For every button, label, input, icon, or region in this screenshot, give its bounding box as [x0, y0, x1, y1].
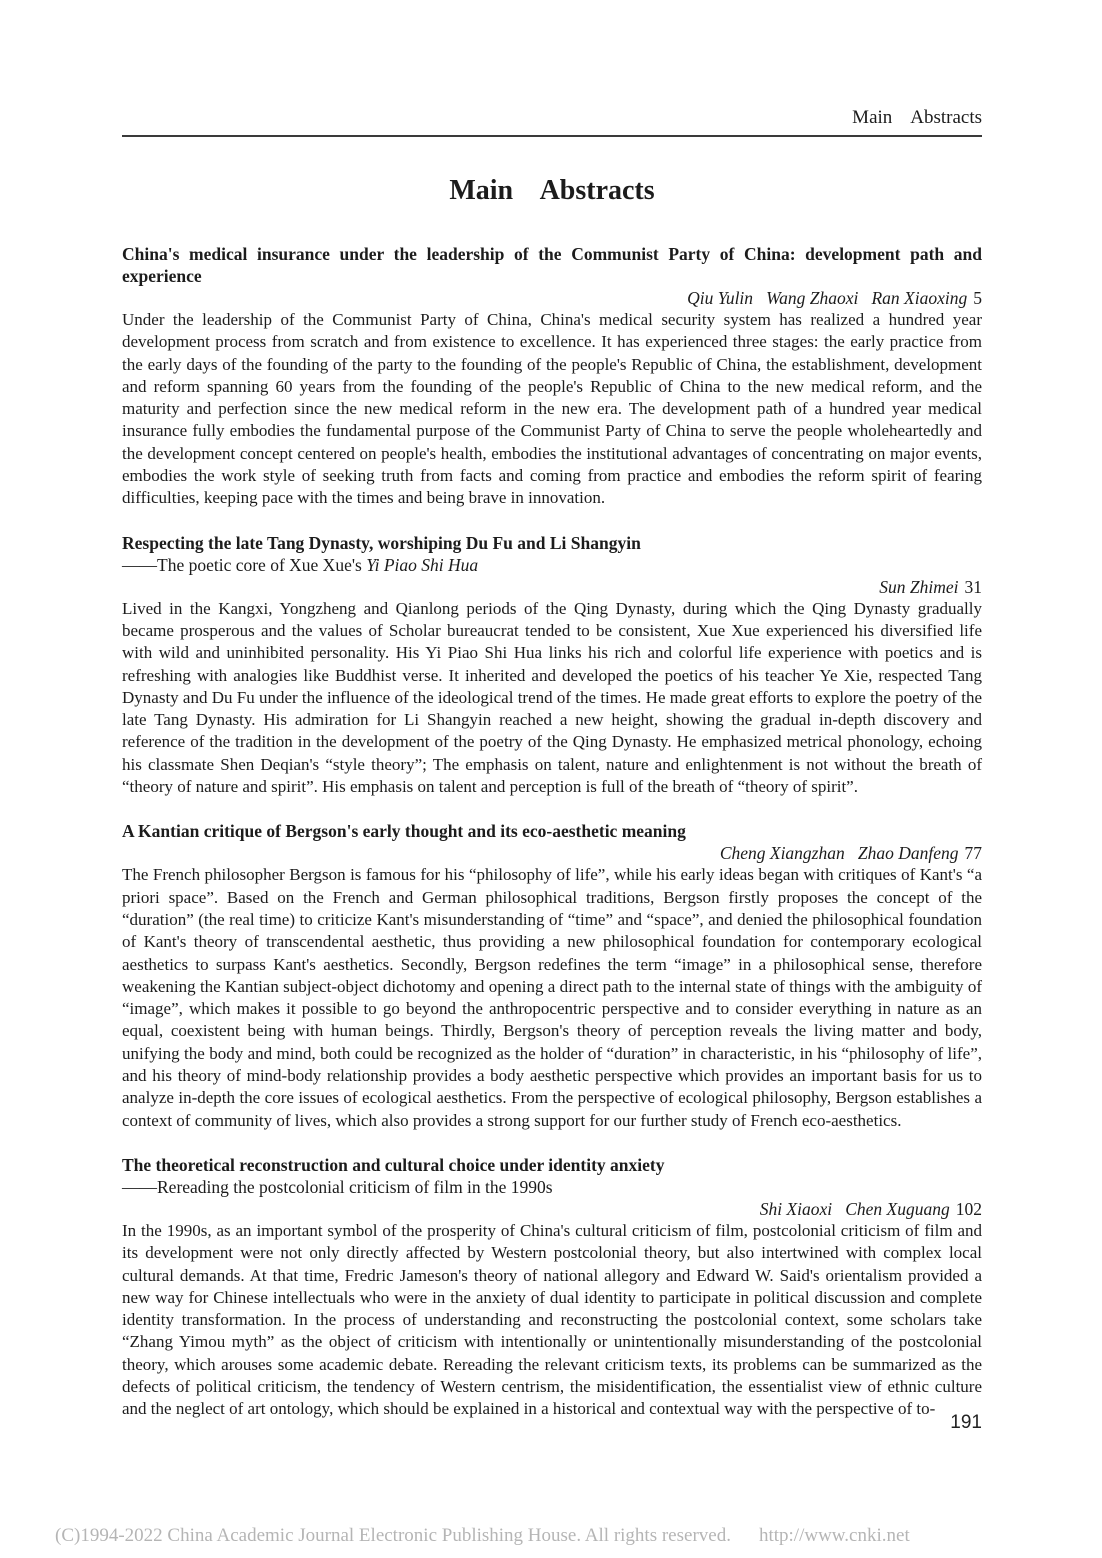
abstract-authors: [122, 842, 982, 864]
abstract-title: China's medical insurance under the leadership of the Communist Party of China: development path and experience: [122, 244, 982, 286]
abstract-subtitle: [122, 1176, 982, 1198]
abstract-page-ref: 77: [964, 843, 982, 864]
footer: [36, 1503, 910, 1558]
author-names: Shi Xiaoxi Chen Xuguang: [759, 1198, 950, 1219]
footer-copyright: (C)1994-2022 China Academic Journal Electronic Publishing House. All rights reserved.: [55, 1525, 731, 1546]
abstract-section: [122, 532, 982, 799]
abstract-title: Respecting the late Tang Dynasty, worshiping Du Fu and Li Shangyin: [122, 532, 641, 553]
subtitle-text: ——Rereading the postcolonial criticism of film in the 1990s: [122, 1176, 553, 1197]
abstract-title: The theoretical reconstruction and cultural choice under identity anxiety: [122, 1154, 665, 1175]
abstract-body: The French philosopher Bergson is famous for his “philosophy of life”, while his early ideas began with critiques of Kant's “a priori space”. Based on the French and German philosophical traditions, Bergson firstly proposes the concept of the “duration” (the real time) to criticize Kant's misunderstanding of “time” and “space”, and denied the philosophical foundation of Kant's theory of transcendental aesthetic, thus providing a new philosophical foundation for contemporary ecological aesthetics to surpass Kant's aesthetics. Secondly, Bergson redefines the term “image” in a philosophical sense, therefore weakening the Kantian subject-object dichotomy and opening a direct path to the internal state of things with the ambiguity of “image”, which makes it possible to go beyond the anthropocentric perspective and to consider everything in nature as an equal, coexistent being with human beings. Thirdly, Bergson's theory of perception reveals the living matter and body, unifying the body and mind, both could be recognized as the holder of “duration” in characteristic, in his “philosophy of life”, and his theory of mind-body relationship provides a body aesthetic perspective which provides an important basis for us to analyze in-depth the core issues of ecological aesthetics. From the perspective of ecological philosophy, Bergson establishes a context of community of lives, which also provides a strong support for our further study of French eco-aesthetics.: [122, 865, 982, 1130]
abstract-section: [122, 1154, 982, 1421]
page-number: 191: [950, 1412, 982, 1433]
abstract-body: In the 1990s, as an important symbol of the prosperity of China's cultural criticism of film, postcolonial criticism of film and its development were not only directly affected by Western postcolonial theory, but also intertwined with complex local cultural demands. At that time, Fredric Jameson's theory of national allegory and Edward W. Said's orientalism provided a new way for Chinese intellectuals who were in the anxiety of dual identity to participate in political discussion and complete identity transformation. In the process of understanding and reconstructing the postcolonial context, some scholars take “Zhang Yimou myth” as the object of criticism with intentionally or unintentionally misunderstanding of the postcolonial theory, which arouses some academic debate. Rereading the relevant criticism texts, its problems can be summarized as the defects of political criticism, the tendency of Western centrism, the misidentification, the essentialist view of ethnic culture and the neglect of art ontology, which should be explained in a historical and contextual way with the perspective of to-: [122, 1220, 982, 1419]
footer-url: http://www.cnki.net: [758, 1525, 910, 1546]
running-head: Main Abstracts: [852, 107, 982, 128]
abstract-body: Under the leadership of the Communist Party of China, China's medical security system has realized a hundred year development process from scratch and from existence to excellence. It has experienced three stages: the early practice from the early days of the founding of the party to the founding of the people's Republic of China, the establishment, development and reform spanning 60 years from the founding of the people's Republic of China to the new medical reform, and the maturity and perfection since the new medical reform in the new era. The development path of a hundred year medical insurance fully embodies the fundamental purpose of the Communist Party of China to serve the people wholeheartedly and the development concept centered on people's health, embodies the institutional advantages of concentrating on major events, embodies the work style of seeking truth from facts and coming from practice and embodies the reform spirit of fearing difficulties, keeping pace with the times and being brave in innovation.: [122, 310, 982, 508]
author-names: Qiu Yulin Wang Zhaoxi Ran Xiaoxing: [687, 288, 968, 308]
abstract-page-ref: 5: [973, 288, 982, 308]
abstract-subtitle: [122, 554, 982, 576]
abstract-page-ref: 31: [964, 576, 982, 597]
author-names: Cheng Xiangzhan Zhao Danfeng: [719, 843, 959, 864]
page-title: Main Abstracts: [449, 175, 655, 206]
subtitle-text: ——The poetic core of Xue Xue's: [122, 554, 367, 575]
abstract-section: [122, 820, 982, 1132]
abstract-section: [122, 243, 982, 510]
abstract-authors: [122, 1198, 982, 1220]
abstract-authors: [122, 287, 982, 309]
header-rule: [122, 135, 982, 137]
abstract-title: A Kantian critique of Bergson's early thought and its eco-aesthetic meaning: [122, 821, 686, 842]
abstract-body: Lived in the Kangxi, Yongzheng and Qianlong periods of the Qing Dynasty, during which the Qing Dynasty gradually became prosperous and the values of Scholar bureaucrat tended to be consistent, Xue Xue experienced his diversified life with wild and uninhibited personality. His Yi Piao Shi Hua links his rich and colorful life experience with poetics and is refreshing with analogies like Buddhist verse. It inherited and developed the poetics of his teacher Ye Xie, respected Tang Dynasty and Du Fu under the influence of the ideological trend of the times. He made great efforts to explore the poetry of the late Tang Dynasty. His admiration for Li Shangyin reached a new height, showing the gradual in-depth discovery and reference of the tradition in the development of the poetry of the Qing Dynasty. He emphasized metrical phonology, echoing his classmate Shen Deqian's “style theory”; The emphasis on talent, nature and enlightenment is not without the breath of “theory of nature and spirit”. His emphasis on talent and perception is full of the breath of “theory of spirit”.: [122, 598, 982, 797]
abstracts-list: [122, 243, 982, 1443]
subtitle-work-title: Yi Piao Shi Hua: [366, 554, 479, 575]
author-names: Sun Zhimei: [879, 576, 959, 597]
abstract-page-ref: 102: [955, 1198, 982, 1219]
abstract-authors: [122, 576, 982, 598]
